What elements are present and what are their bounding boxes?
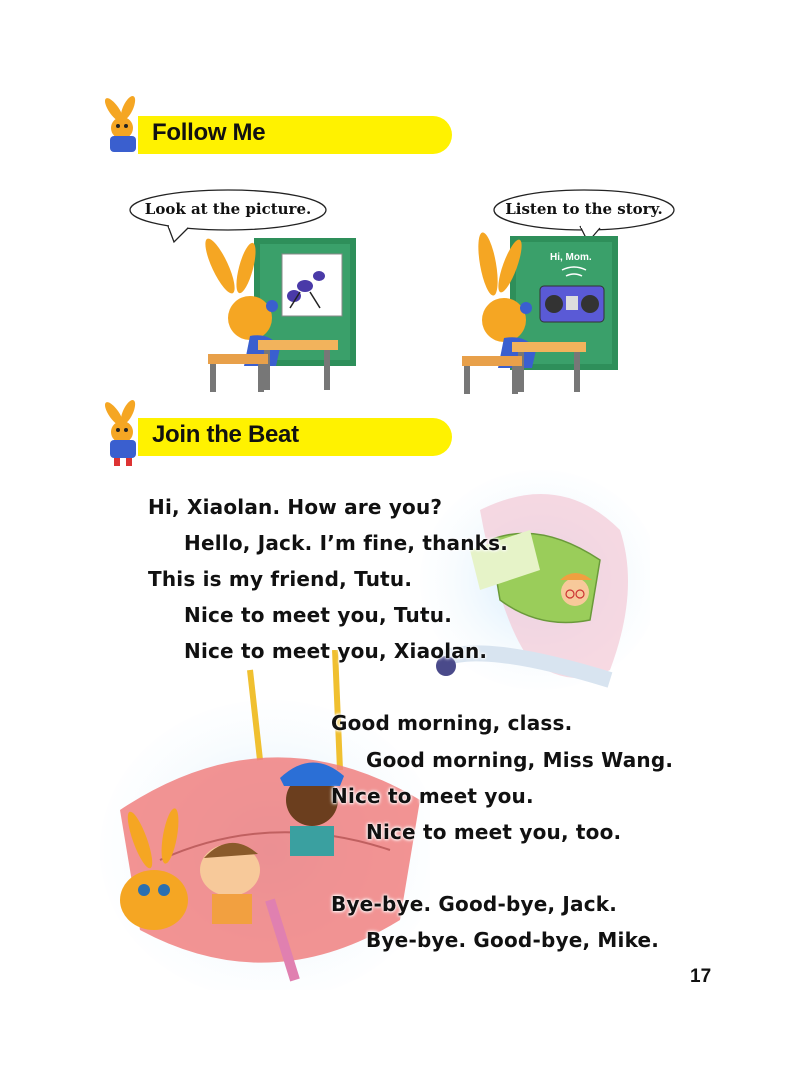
chant-line: Nice to meet you, Xiaolan. [184,639,488,663]
rabbit-looking-picture-illustration [180,236,360,396]
section-title: Join the Beat [152,421,299,448]
chant-line: Good morning, Miss Wang. [366,748,674,772]
join-the-beat-bar [138,418,452,456]
chant-line: Nice to meet you. [331,784,534,808]
chant-line: Bye-bye. Good-bye, Jack. [331,892,618,916]
airplane-illustration [420,470,650,700]
rabbit-listening-radio-illustration [452,228,622,396]
chant-line: Hi, Xiaolan. How are you? [148,495,443,519]
chant-line: Hello, Jack. I’m fine, thanks. [184,531,509,555]
chant-line: Bye-bye. Good-bye, Mike. [366,928,660,952]
section-title: Follow Me [152,119,266,146]
board-text: Hi, Mom. [550,252,592,263]
bubble-text: Listen to the story. [505,200,663,218]
chant-line: Nice to meet you, Tutu. [184,603,452,627]
follow-me-bar [138,116,452,154]
chant-line: This is my friend, Tutu. [148,567,413,591]
bubble-text: Look at the picture. [144,200,312,218]
page-number: 17 [690,966,712,987]
chant-line: Good morning, class. [331,711,573,735]
chant-line: Nice to meet you, too. [366,820,622,844]
